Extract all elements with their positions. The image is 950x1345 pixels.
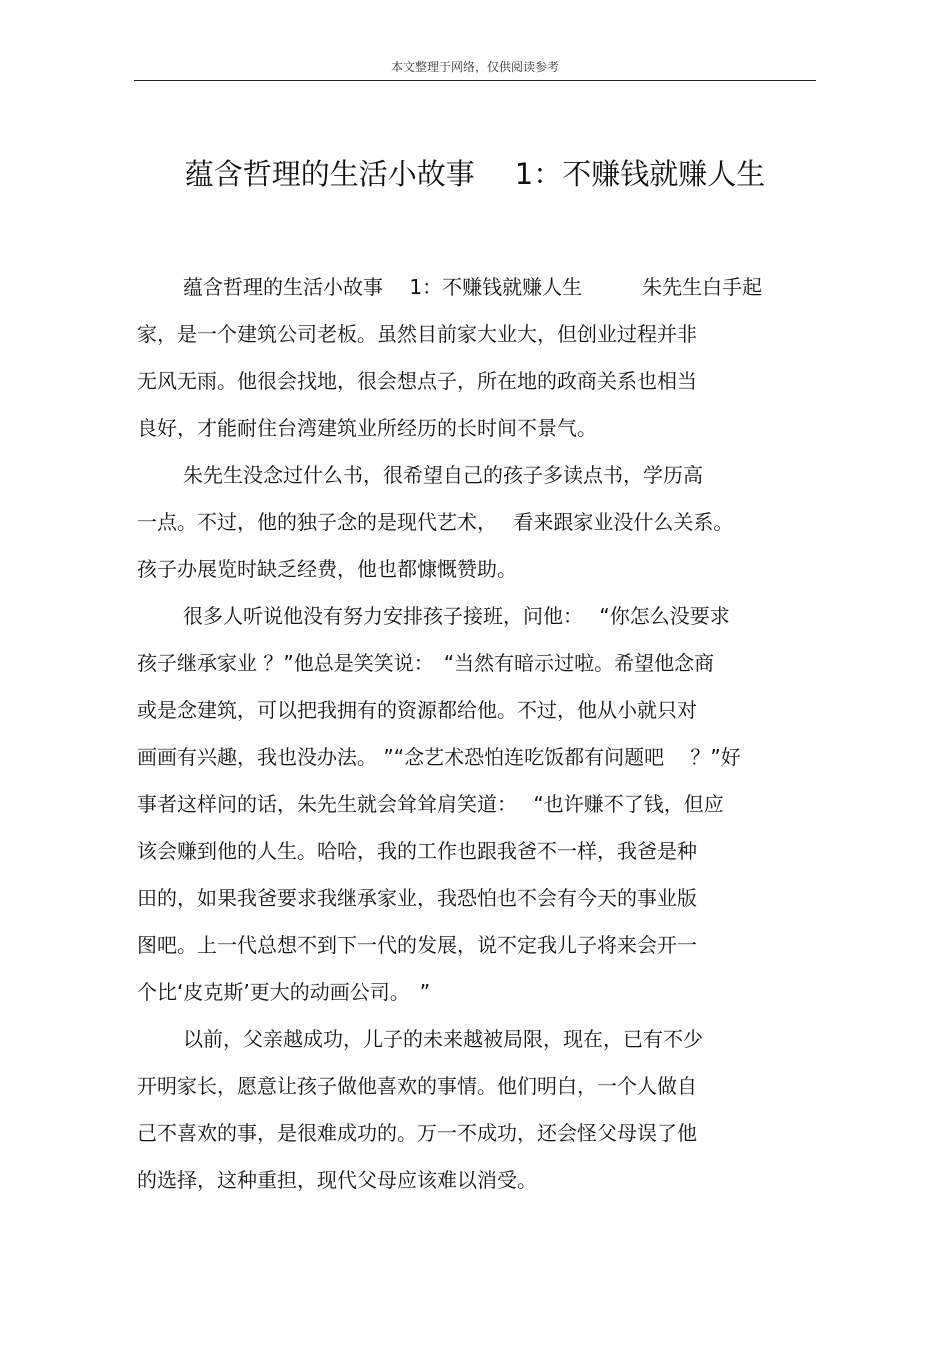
paragraph-line: 或是念建筑，可以把我拥有的资源都给他。不过，他从小就只对 [137, 698, 697, 722]
title-sub: 1：不赚钱就赚人生 [514, 157, 766, 191]
article-body [137, 264, 817, 1204]
paragraph-line: 己不喜欢的事，是很难成功的。万一不成功，还会怪父母误了他 [137, 1121, 697, 1145]
paragraph-line: 事者这样问的话，朱先生就会耸耸肩笑道： “也许赚不了钱，但应 [137, 792, 724, 816]
paragraph-line: 的选择，这种重担，现代父母应该难以消受。 [137, 1168, 537, 1192]
header-divider [134, 80, 816, 81]
paragraph-line: 开明家长，愿意让孩子做他喜欢的事情。他们明白，一个人做自 [137, 1074, 697, 1098]
paragraph-line: 孩子继承家业 ？”他总是笑笑说： “当然有暗示过啦。希望他念商 [137, 651, 715, 675]
paragraph-line: 朱先生没念过什么书，很希望自己的孩子多读点书，学历高 [183, 463, 703, 487]
page-header-note: 本文整理于网络，仅供阅读参考 [390, 60, 559, 74]
paragraph-line: 田的，如果我爸要求我继承家业，我恐怕也不会有今天的事业版 [137, 886, 697, 910]
paragraph-line: 良好，才能耐住台湾建筑业所经历的长时间不景气。 [137, 416, 597, 440]
paragraph-line: 图吧。上一代总想不到下一代的发展，说不定我儿子将来会开一 [137, 933, 697, 957]
paragraph-line: 以前，父亲越成功，儿子的未来越被局限，现在，已有不少 [183, 1027, 703, 1051]
title-main: 蕴含哲理的生活小故事 [184, 157, 475, 191]
paragraph-line: 家，是一个建筑公司老板。虽然目前家大业大，但创业过程并非 [137, 322, 697, 346]
paragraph-line: 个比‘皮克斯’更大的动画公司。 ” [137, 980, 431, 1004]
paragraph-line: 画画有兴趣，我也没办法。 ”“念艺术恐怕连吃饭都有问题吧 ？”好 [137, 745, 741, 769]
paragraph-line: 一点。不过，他的独子念的是现代艺术， 看来跟家业没什么关系。 [137, 510, 734, 534]
paragraph-line: 蕴含哲理的生活小故事 1：不赚钱就赚人生 朱先生白手起 [183, 275, 763, 299]
page-title [0, 152, 950, 196]
paragraph-line: 该会赚到他的人生。哈哈，我的工作也跟我爸不一样，我爸是种 [137, 839, 697, 863]
paragraph-line: 无风无雨。他很会找地，很会想点子，所在地的政商关系也相当 [137, 369, 697, 393]
paragraph-line: 很多人听说他没有努力安排孩子接班，问他： “你怎么没要求 [183, 604, 730, 628]
paragraph-line: 孩子办展览时缺乏经费，他也都慷慨赞助。 [137, 557, 517, 581]
